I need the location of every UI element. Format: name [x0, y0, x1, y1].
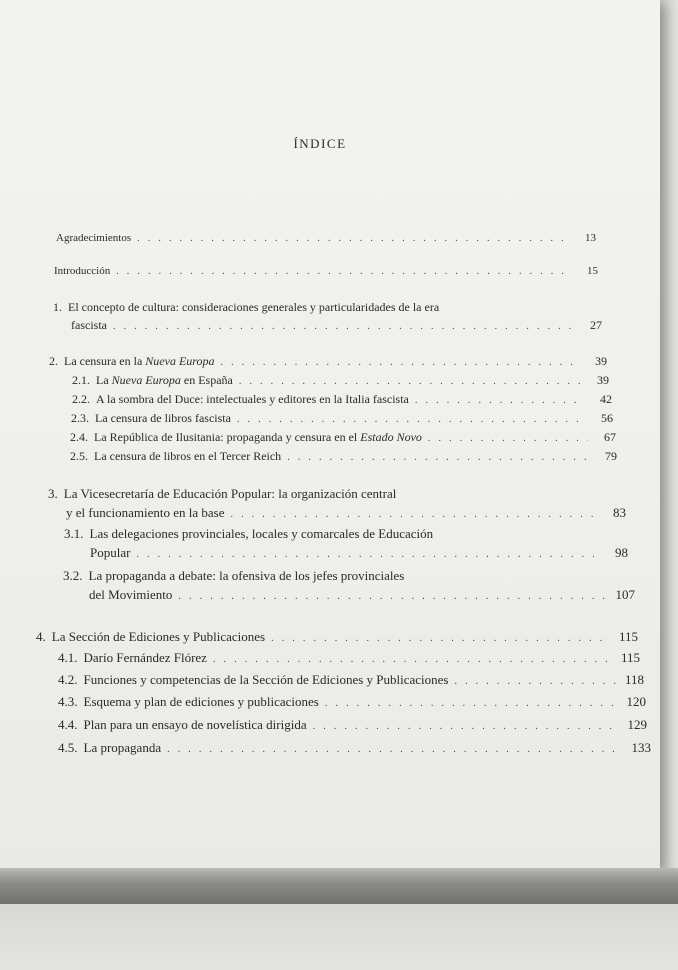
page-number: 13	[585, 232, 596, 244]
toc-chapter-1-title	[53, 300, 439, 315]
toc-section-2-5	[70, 449, 617, 464]
page-number: 115	[618, 629, 638, 644]
chapter-title-line: La Vicesecretaría de Educación Popular: la organización central	[63, 486, 397, 501]
section-title-line: La propaganda a debate: la ofensiva de los jefes provinciales	[88, 568, 405, 583]
page-number: 107	[615, 587, 635, 602]
section-number: 4.5.	[58, 740, 78, 755]
label-text: La censura de libros en el Tercer Reich	[94, 449, 282, 463]
dot-leader	[221, 357, 579, 368]
page-number: 39	[597, 373, 609, 387]
dot-leader	[213, 654, 612, 665]
dot-leader	[113, 321, 574, 332]
page-number: 67	[604, 430, 616, 444]
label-text: en España	[180, 373, 233, 387]
toc-section-3-1	[90, 545, 628, 561]
dot-leader	[136, 549, 600, 560]
toc-section-2-3	[71, 411, 613, 426]
section-number: 2.3.	[71, 411, 89, 425]
label-text: La censura en la	[64, 354, 146, 368]
section-number: 3.1.	[64, 526, 84, 541]
label-text: La República de Ilusitania: propaganda y censura en el	[94, 430, 361, 444]
section-number: 2.2.	[72, 392, 90, 406]
chapter-number: 4.	[36, 629, 46, 644]
entry-label	[36, 629, 265, 645]
book-page-edges	[0, 868, 678, 904]
dot-leader	[271, 633, 610, 644]
section-number: 4.3.	[58, 694, 78, 709]
label-italic: Estado Novo	[360, 430, 422, 444]
page-shadow	[660, 0, 678, 868]
toc-section-2-2	[72, 392, 612, 407]
entry-label: Introducción	[54, 265, 111, 277]
section-number: 4.2.	[58, 672, 78, 687]
dot-leader	[178, 591, 607, 602]
chapter-number: 3.	[48, 486, 58, 501]
entry-label: Agradecimientos	[56, 232, 132, 244]
page-number: 120	[626, 694, 646, 709]
toc-entry-agradecimientos	[56, 232, 596, 244]
label-text: La censura de libros fascista	[95, 411, 231, 425]
page-number: 27	[590, 318, 602, 332]
label-text: La Sección de Ediciones y Publicaciones	[51, 629, 266, 644]
label-text: Darío Fernández Flórez	[83, 650, 207, 665]
chapter-number: 2.	[49, 354, 58, 368]
toc-chapter-2	[49, 354, 607, 369]
section-title-line: Las delegaciones provinciales, locales y comarcales de Educación	[89, 526, 434, 541]
dot-leader	[239, 376, 581, 387]
page-number: 83	[613, 505, 626, 520]
entry-label: y el funcionamiento en la base	[66, 505, 225, 520]
section-number: 2.1.	[72, 373, 90, 387]
chapter-number: 1.	[53, 300, 62, 314]
entry-label	[58, 717, 307, 733]
dot-leader	[415, 395, 584, 406]
toc-section-4-4	[58, 717, 647, 733]
entry-label: del Movimiento	[89, 587, 173, 602]
page-number: 118	[624, 672, 644, 687]
page-number: 133	[631, 740, 651, 755]
index-title: ÍNDICE	[293, 136, 347, 151]
toc-section-2-1	[72, 373, 609, 388]
label-text: Funciones y competencias de la Sección de Ediciones y Publicaciones	[83, 672, 449, 687]
dot-leader	[237, 414, 585, 425]
label-italic: Nueva Europa	[145, 354, 215, 368]
page-number: 42	[600, 392, 612, 406]
entry-label	[70, 449, 281, 464]
toc-section-3-2-title	[63, 568, 404, 584]
page-number: 79	[605, 449, 617, 463]
entry-label	[58, 740, 161, 756]
section-number: 2.4.	[70, 430, 88, 444]
page-number: 115	[620, 650, 640, 665]
dot-leader	[116, 266, 570, 277]
label-text: A la sombra del Duce: intelectuales y editores en la Italia fascista	[96, 392, 409, 406]
section-number: 3.2.	[63, 568, 83, 583]
toc-section-4-3	[58, 694, 646, 710]
dot-leader	[230, 509, 598, 520]
section-number: 4.4.	[58, 717, 78, 732]
toc-chapter-4	[36, 629, 638, 645]
dot-leader	[325, 698, 618, 709]
toc-section-3-1-title	[64, 526, 433, 542]
dot-leader	[137, 233, 568, 244]
page-number: 15	[587, 265, 598, 277]
toc-chapter-3	[66, 505, 626, 521]
page-number: 39	[595, 354, 607, 368]
entry-label	[70, 430, 422, 445]
entry-label	[71, 411, 231, 426]
dot-leader	[313, 721, 619, 732]
toc-section-4-1	[58, 650, 640, 666]
label-italic: Nueva Europa	[111, 373, 181, 387]
page-number: 129	[627, 717, 647, 732]
dot-leader	[287, 452, 589, 463]
entry-label	[58, 650, 207, 666]
page-number: 56	[601, 411, 613, 425]
toc-chapter-3-title	[48, 486, 396, 502]
section-number: 4.1.	[58, 650, 78, 665]
page-number: 98	[615, 545, 628, 560]
chapter-title-line: El concepto de cultura: consideraciones generales y particularidades de la era	[68, 300, 440, 314]
entry-label	[49, 354, 215, 369]
label-text: Plan para un ensayo de novelística dirigida	[83, 717, 307, 732]
label-text: Esquema y plan de ediciones y publicaciones	[83, 694, 319, 709]
label-text: La	[96, 373, 112, 387]
toc-section-2-4	[70, 430, 616, 445]
entry-label	[58, 672, 448, 688]
toc-entry-introduccion	[54, 265, 598, 277]
entry-label: fascista	[71, 318, 107, 332]
table-surface	[0, 904, 678, 970]
dot-leader	[167, 744, 623, 755]
toc-section-4-2	[58, 672, 644, 688]
toc-chapter-1	[71, 318, 602, 333]
dot-leader	[454, 676, 616, 687]
entry-label	[72, 392, 409, 407]
section-number: 2.5.	[70, 449, 88, 463]
toc-section-4-5	[58, 740, 651, 756]
entry-label	[58, 694, 319, 710]
entry-label: Popular	[90, 545, 131, 560]
dot-leader	[428, 433, 588, 444]
toc-section-3-2	[89, 587, 635, 603]
label-text: La propaganda	[83, 740, 162, 755]
entry-label	[72, 373, 233, 388]
